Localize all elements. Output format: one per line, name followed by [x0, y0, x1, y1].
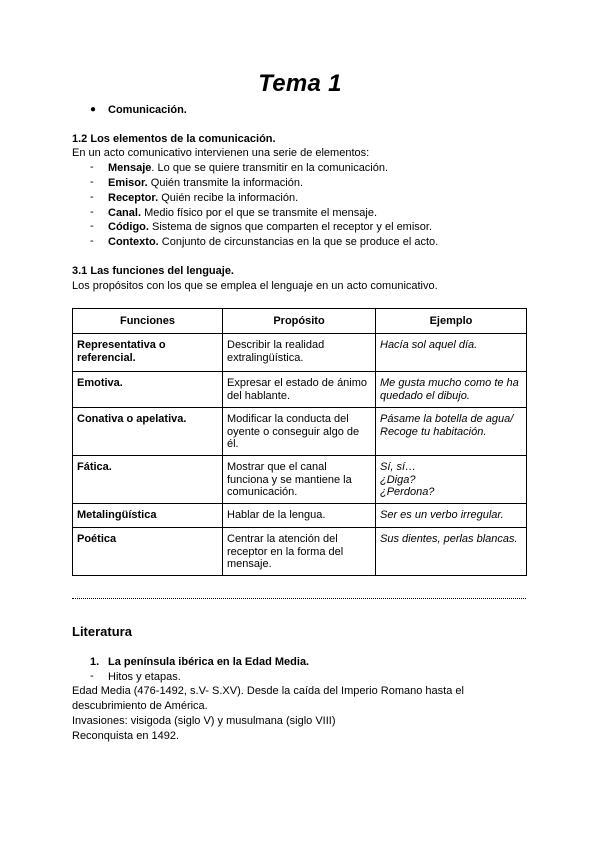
functions-table [72, 308, 527, 576]
cell-funcion: Fática. [73, 456, 223, 504]
cell-ejemplo: Pásame la botella de agua/ Recoge tu habitación. [376, 408, 527, 456]
table-row [73, 334, 527, 372]
section-intro-funciones: Los propósitos con los que se emplea el lenguaje en un acto comunicativo. [72, 280, 438, 292]
text-line: Reconquista en 1492. [72, 730, 180, 742]
cell-proposito: Mostrar que el canal funciona y se mantiene la comunicación. [223, 456, 376, 504]
list-item [108, 220, 432, 235]
list-item-term: Receptor. [108, 192, 159, 204]
cell-ejemplo: Me gusta mucho como te ha quedado el dibujo. [376, 372, 527, 408]
cell-proposito: Describir la realidad extralingüística. [223, 334, 376, 372]
cell-ejemplo: Sus dientes, perlas blancas. [376, 528, 527, 576]
dash-icon: - [90, 670, 94, 682]
cell-proposito: Hablar de la lengua. [223, 504, 376, 528]
section-intro-elementos: En un acto comunicativo intervienen una serie de elementos: [72, 147, 370, 159]
list-item-desc: Sistema de signos que comparten el receptor y el emisor. [148, 221, 433, 233]
list-item-term: Canal. [108, 207, 142, 219]
dash-icon: - [90, 235, 94, 247]
dash-icon: - [90, 161, 94, 173]
cell-funcion: Conativa o apelativa. [73, 408, 223, 456]
cell-ejemplo: Ser es un verbo irregular. [376, 504, 527, 528]
text-line: Edad Media (476-1492, s.V- S.XV). Desde la caída del Imperio Romano hasta el [72, 685, 464, 697]
bullet-comunicacion: Comunicación. [108, 104, 187, 116]
list-item [108, 206, 377, 221]
table-row [73, 456, 527, 504]
cell-proposito: Centrar la atención del receptor en la forma del mensaje. [223, 528, 376, 576]
cell-funcion: Emotiva. [73, 372, 223, 408]
cell-ejemplo: Hacía sol aquel día. [376, 334, 527, 372]
numbered-item: La península ibérica en la Edad Media. [108, 656, 310, 668]
cell-funcion: Representativa o referencial. [73, 334, 223, 372]
list-item-desc: Medio físico por el que se transmite el mensaje. [141, 207, 378, 219]
cell-funcion: Metalingüística [73, 504, 223, 528]
list-item-term: Contexto. [108, 236, 159, 248]
table-row [73, 504, 527, 528]
dash-icon: - [90, 176, 94, 188]
list-item-desc: Quién recibe la información. [158, 192, 299, 204]
list-item [108, 161, 388, 176]
cell-ejemplo: Sí, sí… ¿Diga? ¿Perdona? [376, 456, 527, 504]
sub-item: Hitos y etapas. [108, 671, 181, 683]
dotted-separator [72, 598, 526, 599]
cell-proposito: Expresar el estado de ánimo del hablante. [223, 372, 376, 408]
table-row [73, 372, 527, 408]
section-heading-elementos: 1.2 Los elementos de la comunicación. [72, 133, 276, 145]
column-header-funciones: Funciones [73, 309, 223, 334]
column-header-proposito: Propósito [223, 309, 376, 334]
dash-icon: - [90, 206, 94, 218]
table-row [73, 528, 527, 576]
list-item-desc: Conjunto de circunstancias en la que se produce el acto. [158, 236, 439, 248]
text-line: descubrimiento de América. [72, 700, 208, 712]
list-item-desc: Quién transmite la información. [147, 177, 304, 189]
cell-proposito: Modificar la conducta del oyente o conseguir algo de él. [223, 408, 376, 456]
text-line: Invasiones: visigoda (siglo V) y musulmana (siglo VIII) [72, 715, 336, 727]
list-item-term: Emisor. [108, 177, 148, 189]
list-item-term: Mensaje [108, 162, 152, 174]
cell-funcion: Poética [73, 528, 223, 576]
column-header-ejemplo: Ejemplo [376, 309, 527, 334]
list-item-desc: . Lo que se quiere transmitir en la comunicación. [151, 162, 389, 174]
dash-icon: - [90, 220, 94, 232]
page-title: Tema 1 [258, 70, 342, 97]
list-item-term: Código. [108, 221, 149, 233]
list-item [108, 176, 303, 191]
table-row [73, 408, 527, 456]
dash-icon: - [90, 191, 94, 203]
section-heading-funciones: 3.1 Las funciones del lenguaje. [72, 265, 234, 277]
table-header-row [73, 309, 527, 334]
literatura-heading: Literatura [72, 624, 132, 639]
bullet-icon: ● [90, 104, 97, 115]
numbered-index: 1. [90, 656, 100, 668]
list-item [108, 235, 438, 250]
list-item [108, 191, 298, 206]
